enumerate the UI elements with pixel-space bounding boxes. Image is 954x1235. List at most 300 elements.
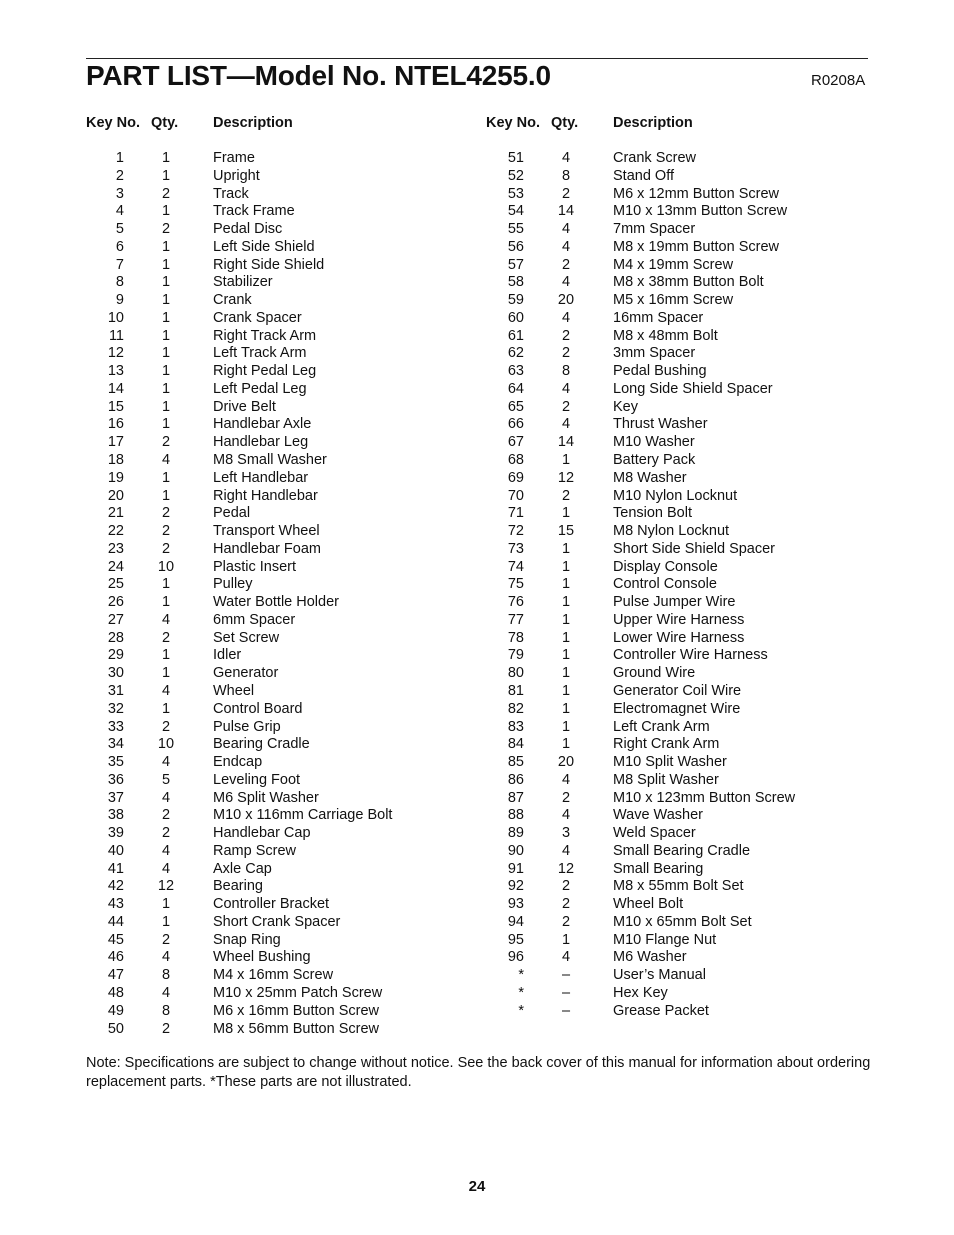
part-key-no: 23: [107, 540, 124, 557]
part-qty: 1: [161, 256, 171, 273]
part-description: Right Side Shield: [213, 256, 325, 273]
part-description: Plastic Insert: [213, 558, 296, 575]
part-key-no: 8: [115, 274, 124, 291]
part-key-no: 10: [107, 309, 124, 326]
part-qty: 1: [561, 540, 571, 557]
part-qty: 1: [161, 398, 171, 415]
part-qty: 10: [157, 558, 175, 575]
part-key-no: 94: [507, 913, 524, 930]
part-description: Stabilizer: [213, 274, 273, 291]
part-qty: 2: [561, 913, 571, 930]
part-key-no: 67: [507, 434, 524, 451]
part-key-no: 60: [507, 309, 524, 326]
part-qty: 2: [561, 896, 571, 913]
part-key-no: 47: [107, 967, 124, 984]
part-description: Battery Pack: [613, 452, 696, 469]
part-key-no: 15: [107, 398, 124, 415]
part-qty: 5: [161, 771, 171, 788]
part-qty: 4: [161, 682, 171, 699]
part-qty: 2: [161, 1020, 171, 1037]
part-qty: 1: [161, 896, 171, 913]
part-key-no: 43: [107, 896, 124, 913]
part-qty: 4: [161, 754, 171, 771]
part-description: M4 x 19mm Screw: [613, 256, 734, 273]
part-qty: 10: [157, 736, 175, 753]
part-key-no: 55: [507, 221, 524, 238]
part-qty: 4: [561, 842, 571, 859]
part-key-no: 70: [507, 487, 524, 504]
part-description: M8 x 19mm Button Screw: [613, 238, 779, 255]
part-qty: 2: [161, 434, 171, 451]
part-key-no: 52: [507, 167, 524, 184]
part-key-no: 66: [507, 416, 524, 433]
part-key-no: 54: [507, 203, 524, 220]
part-description: Pedal: [213, 505, 251, 522]
part-description: Long Side Shield Spacer: [613, 380, 773, 397]
part-key-no: 7: [115, 256, 124, 273]
part-qty: 2: [561, 878, 571, 895]
part-key-no: 63: [507, 363, 524, 380]
part-description: Pedal Disc: [213, 221, 283, 238]
part-description: M5 x 16mm Screw: [613, 292, 734, 309]
part-key-no: 3: [115, 185, 124, 202]
part-description: Idler: [213, 647, 242, 664]
part-description: Handlebar Foam: [213, 540, 321, 557]
part-key-no: 72: [507, 523, 524, 540]
page-title: PART LIST—Model No. NTEL4255.0: [86, 60, 551, 91]
part-description: Electromagnet Wire: [613, 700, 741, 717]
part-qty: 1: [561, 629, 571, 646]
part-qty: 4: [561, 949, 571, 966]
part-key-no: 30: [107, 665, 124, 682]
part-qty: 1: [161, 487, 171, 504]
part-description: M8 Nylon Locknut: [613, 523, 730, 540]
part-key-no: 31: [107, 682, 124, 699]
part-qty: 1: [161, 150, 171, 166]
part-qty: 20: [557, 754, 575, 771]
qty-header: Qty.: [151, 115, 179, 131]
part-key-no: 18: [107, 452, 124, 469]
part-qty: 4: [161, 789, 171, 806]
part-description: Track Frame: [213, 203, 295, 220]
part-description: M8 x 48mm Bolt: [613, 327, 718, 344]
part-key-no: 74: [507, 558, 524, 575]
part-description: Bearing Cradle: [213, 736, 310, 753]
part-key-no: 56: [507, 238, 524, 255]
part-key-no: 92: [507, 878, 524, 895]
part-qty: –: [561, 1002, 571, 1019]
part-qty: 1: [161, 203, 171, 220]
part-description: M10 Flange Nut: [613, 931, 717, 948]
part-key-no: 19: [107, 469, 124, 486]
part-key-no: 5: [115, 221, 124, 238]
part-description: Weld Spacer: [613, 825, 696, 842]
part-qty: 4: [561, 309, 571, 326]
part-qty: 1: [161, 416, 171, 433]
part-qty: 2: [161, 523, 171, 540]
part-qty: 1: [161, 380, 171, 397]
part-qty: 1: [161, 665, 171, 682]
part-key-no: 71: [507, 505, 524, 522]
part-qty: 4: [561, 238, 571, 255]
part-description: Handlebar Cap: [213, 825, 311, 842]
part-description: Left Track Arm: [213, 345, 307, 362]
part-key-no: 58: [507, 274, 524, 291]
part-key-no: 35: [107, 754, 124, 771]
part-key-no: 69: [507, 469, 524, 486]
part-key-no: *: [518, 1002, 524, 1019]
part-qty: 1: [161, 913, 171, 930]
part-qty: 1: [561, 718, 571, 735]
part-description: M10 x 25mm Patch Screw: [213, 984, 383, 1001]
key-no-header: Key No.: [86, 115, 140, 131]
part-key-no: 89: [507, 825, 524, 842]
part-qty: 12: [557, 469, 575, 486]
part-key-no: 14: [107, 380, 124, 397]
part-key-no: 48: [107, 984, 124, 1001]
part-key-no: 75: [507, 576, 524, 593]
part-description: Frame: [213, 150, 255, 166]
part-description: Right Track Arm: [213, 327, 317, 344]
part-key-no: 85: [507, 754, 524, 771]
part-description: Right Pedal Leg: [213, 363, 317, 380]
part-description: M10 Split Washer: [613, 754, 727, 771]
part-description: Crank: [213, 292, 252, 309]
part-description: Ramp Screw: [213, 842, 296, 859]
part-qty: 1: [161, 309, 171, 326]
part-description: 7mm Spacer: [613, 221, 696, 238]
part-description: M4 x 16mm Screw: [213, 967, 334, 984]
part-description: Left Side Shield: [213, 238, 315, 255]
part-key-no: 62: [507, 345, 524, 362]
part-qty: 12: [157, 878, 175, 895]
part-description: Left Pedal Leg: [213, 380, 307, 397]
part-key-no: 87: [507, 789, 524, 806]
part-description: M10 x 13mm Button Screw: [613, 203, 788, 220]
part-description: 16mm Spacer: [613, 309, 704, 326]
part-description: M8 Washer: [613, 469, 687, 486]
part-key-no: 42: [107, 878, 124, 895]
part-key-no: 11: [108, 327, 124, 344]
part-qty: 1: [561, 505, 571, 522]
part-key-no: 77: [507, 611, 524, 628]
part-key-no: 38: [107, 807, 124, 824]
part-qty: 2: [161, 629, 171, 646]
part-description: Upper Wire Harness: [613, 611, 745, 628]
part-description: Small Bearing: [613, 860, 704, 877]
part-description: Lower Wire Harness: [613, 629, 745, 646]
part-qty: 2: [561, 487, 571, 504]
part-qty: 15: [557, 523, 575, 540]
part-description: Pulse Jumper Wire: [613, 594, 736, 611]
part-qty: 2: [161, 505, 171, 522]
part-description: Display Console: [613, 558, 718, 575]
part-key-no: 82: [507, 700, 524, 717]
part-key-no: 34: [107, 736, 124, 753]
part-qty: 8: [161, 967, 171, 984]
part-key-no: 32: [107, 700, 124, 717]
part-description: User’s Manual: [613, 967, 706, 984]
part-key-no: 84: [507, 736, 524, 753]
part-key-no: 41: [107, 860, 124, 877]
part-key-no: 6: [115, 238, 124, 255]
part-description: 6mm Spacer: [213, 611, 296, 628]
part-qty: 1: [161, 345, 171, 362]
part-qty: 4: [561, 380, 571, 397]
part-description: M10 x 116mm Carriage Bolt: [213, 807, 393, 824]
part-key-no: 36: [107, 771, 124, 788]
part-key-no: 79: [507, 647, 524, 664]
part-qty: 2: [161, 221, 171, 238]
part-key-no: 46: [107, 949, 124, 966]
part-description: Controller Bracket: [213, 896, 330, 913]
part-description: Bearing: [213, 878, 263, 895]
part-key-no: 59: [507, 292, 524, 309]
part-qty: 2: [561, 256, 571, 273]
part-qty: 1: [161, 292, 171, 309]
part-key-no: 21: [107, 505, 124, 522]
part-description: Short Side Shield Spacer: [613, 540, 776, 557]
part-qty: 1: [161, 167, 171, 184]
part-qty: 2: [561, 327, 571, 344]
part-qty: 4: [161, 984, 171, 1001]
part-qty: 4: [561, 150, 571, 166]
part-description: 3mm Spacer: [613, 345, 696, 362]
part-qty: 4: [161, 860, 171, 877]
part-key-no: 78: [507, 629, 524, 646]
part-description: Right Handlebar: [213, 487, 318, 504]
part-key-no: 2: [115, 167, 124, 184]
document-code: R0208A: [811, 72, 866, 89]
part-key-no: 44: [107, 913, 124, 930]
key-no-header: Key No.: [486, 115, 540, 131]
part-qty: 1: [161, 469, 171, 486]
part-qty: 1: [161, 647, 171, 664]
part-key-no: 22: [107, 523, 124, 540]
part-description: Track: [213, 185, 249, 202]
part-key-no: 45: [107, 931, 124, 948]
part-qty: 1: [161, 274, 171, 291]
part-key-no: 49: [107, 1002, 124, 1019]
part-qty: 4: [161, 452, 171, 469]
part-key-no: 76: [507, 594, 524, 611]
part-key-no: 57: [507, 256, 524, 273]
part-description: M6 Washer: [613, 949, 687, 966]
part-description: Handlebar Leg: [213, 434, 309, 451]
part-description: Axle Cap: [213, 860, 272, 877]
part-key-no: 9: [115, 292, 124, 309]
part-key-no: 33: [107, 718, 124, 735]
part-qty: 2: [161, 185, 171, 202]
part-key-no: 86: [507, 771, 524, 788]
part-description: M8 x 56mm Button Screw: [213, 1020, 379, 1037]
part-qty: 12: [557, 860, 575, 877]
part-qty: 1: [161, 327, 171, 344]
part-description: M10 Washer: [613, 434, 695, 451]
part-key-no: 27: [107, 611, 124, 628]
part-description: Wheel Bolt: [613, 896, 684, 913]
part-qty: 2: [161, 825, 171, 842]
part-qty: 3: [561, 825, 571, 842]
part-qty: 2: [561, 185, 571, 202]
part-qty: 1: [561, 736, 571, 753]
part-description: M8 Split Washer: [613, 771, 719, 788]
part-description: Key: [613, 398, 638, 415]
part-key-no: 39: [107, 825, 124, 842]
part-qty: 2: [161, 931, 171, 948]
part-qty: 1: [561, 558, 571, 575]
part-qty: 14: [557, 434, 575, 451]
part-qty: –: [561, 967, 571, 984]
title-rule: [86, 58, 868, 59]
part-description: Handlebar Axle: [213, 416, 312, 433]
part-description: M10 x 65mm Bolt Set: [613, 913, 752, 930]
part-description: Control Console: [613, 576, 717, 593]
part-qty: 1: [561, 647, 571, 664]
part-description: Thrust Washer: [613, 416, 708, 433]
part-qty: 1: [561, 452, 571, 469]
part-description: Left Handlebar: [213, 469, 309, 486]
part-qty: –: [561, 984, 571, 1001]
part-qty: 4: [561, 416, 571, 433]
part-description: Upright: [213, 167, 260, 184]
part-description: M6 x 12mm Button Screw: [613, 185, 779, 202]
part-key-no: 93: [507, 896, 524, 913]
part-key-no: 4: [115, 203, 124, 220]
part-description: Control Board: [213, 700, 303, 717]
part-key-no: 26: [107, 594, 124, 611]
part-description: M6 x 16mm Button Screw: [213, 1002, 379, 1019]
part-key-no: 24: [107, 558, 124, 575]
part-key-no: 83: [507, 718, 524, 735]
part-key-no: 50: [107, 1020, 124, 1037]
part-qty: 4: [561, 771, 571, 788]
part-qty: 1: [561, 594, 571, 611]
part-qty: 1: [561, 700, 571, 717]
part-description: Wave Washer: [613, 807, 703, 824]
part-description: Leveling Foot: [213, 771, 301, 788]
part-key-no: 65: [507, 398, 524, 415]
part-qty: 4: [161, 842, 171, 859]
part-description: M8 x 38mm Button Bolt: [613, 274, 764, 291]
part-key-no: 96: [507, 949, 524, 966]
part-key-no: 37: [107, 789, 124, 806]
part-description: Short Crank Spacer: [213, 913, 341, 930]
part-description: Tension Bolt: [613, 505, 692, 522]
part-description: Small Bearing Cradle: [613, 842, 751, 859]
part-qty: 2: [561, 398, 571, 415]
part-key-no: 53: [507, 185, 524, 202]
part-description: Water Bottle Holder: [213, 594, 339, 611]
description-header: Description: [613, 115, 693, 131]
part-qty: 1: [161, 594, 171, 611]
part-description: Pulse Grip: [213, 718, 281, 735]
part-qty: 8: [561, 167, 571, 184]
part-description: Grease Packet: [613, 1002, 709, 1019]
part-key-no: 61: [507, 327, 524, 344]
part-key-no: *: [518, 967, 524, 984]
part-description: M8 x 55mm Bolt Set: [613, 878, 744, 895]
part-key-no: 51: [507, 150, 524, 166]
part-description: Drive Belt: [213, 398, 276, 415]
part-description: M8 Small Washer: [213, 452, 327, 469]
part-qty: 4: [161, 949, 171, 966]
part-qty: 2: [161, 540, 171, 557]
part-key-no: 16: [107, 416, 124, 433]
page-number: 24: [468, 1178, 486, 1195]
part-qty: 4: [561, 274, 571, 291]
part-key-no: 29: [107, 647, 124, 664]
part-qty: 1: [161, 363, 171, 380]
part-key-no: 40: [107, 842, 124, 859]
part-qty: 2: [561, 345, 571, 362]
part-qty: 8: [161, 1002, 171, 1019]
part-qty: 1: [561, 682, 571, 699]
part-key-no: 68: [507, 452, 524, 469]
part-qty: 4: [561, 807, 571, 824]
part-description: Hex Key: [613, 984, 668, 1001]
part-qty: 2: [161, 718, 171, 735]
part-key-no: 13: [107, 363, 124, 380]
part-qty: 1: [561, 576, 571, 593]
part-qty: 1: [161, 576, 171, 593]
part-key-no: 20: [107, 487, 124, 504]
part-description: Wheel: [213, 682, 255, 699]
part-description: M6 Split Washer: [213, 789, 319, 806]
part-description: Generator: [213, 665, 279, 682]
qty-header: Qty.: [551, 115, 579, 131]
part-key-no: 25: [107, 576, 124, 593]
part-key-no: 73: [507, 540, 524, 557]
part-qty: 20: [557, 292, 575, 309]
part-qty: 2: [561, 789, 571, 806]
part-key-no: 17: [107, 434, 124, 451]
part-description: M10 x 123mm Button Screw: [613, 789, 796, 806]
part-description: Right Crank Arm: [613, 736, 720, 753]
part-description: Endcap: [213, 754, 263, 771]
part-key-no: 81: [507, 682, 524, 699]
part-key-no: 28: [107, 629, 124, 646]
part-qty: 8: [561, 363, 571, 380]
part-key-no: 64: [507, 380, 524, 397]
part-qty: 14: [557, 203, 575, 220]
part-description: Ground Wire: [613, 665, 696, 682]
part-description: Pedal Bushing: [613, 363, 707, 380]
part-qty: 1: [161, 238, 171, 255]
part-description: M10 Nylon Locknut: [613, 487, 738, 504]
part-qty: 2: [161, 807, 171, 824]
part-key-no: 88: [507, 807, 524, 824]
part-key-no: 80: [507, 665, 524, 682]
part-qty: 1: [561, 931, 571, 948]
part-description: Crank Spacer: [213, 309, 302, 326]
part-qty: 1: [561, 665, 571, 682]
part-qty: 1: [161, 700, 171, 717]
part-description: Left Crank Arm: [613, 718, 710, 735]
part-description: Snap Ring: [213, 931, 281, 948]
part-description: Transport Wheel: [213, 523, 320, 540]
part-qty: 4: [161, 611, 171, 628]
part-key-no: 1: [115, 150, 124, 166]
part-key-no: 95: [507, 931, 524, 948]
part-description: Controller Wire Harness: [613, 647, 768, 664]
description-header: Description: [213, 115, 293, 131]
part-description: Stand Off: [613, 167, 674, 184]
part-qty: 4: [561, 221, 571, 238]
part-description: Pulley: [213, 576, 253, 593]
part-description: Crank Screw: [613, 150, 696, 166]
part-qty: 1: [561, 611, 571, 628]
